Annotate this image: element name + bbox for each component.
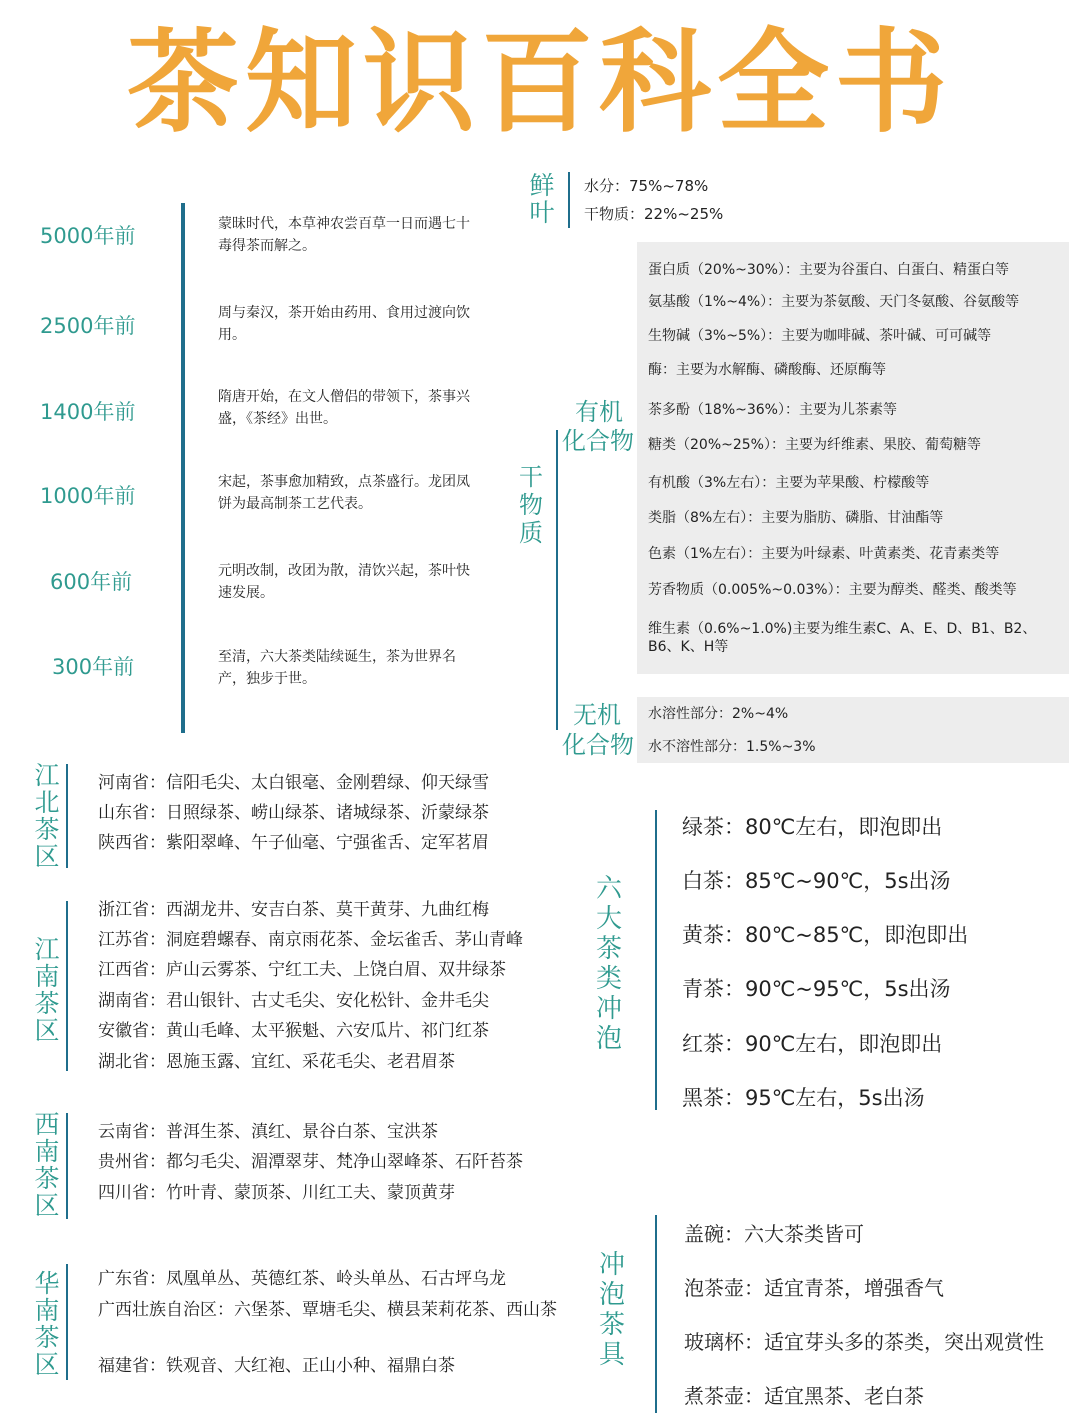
history-era: 2500年前: [40, 314, 136, 338]
region-label: 西南茶区: [34, 1110, 60, 1220]
teaware-item: 煮茶壶：适宜黑茶、老白茶: [684, 1384, 924, 1408]
region-item: 湖南省：君山银针、古丈毛尖、安化松针、金井毛尖: [98, 991, 489, 1011]
history-text: 宋起，茶事愈加精致，点茶盛行。龙团凤饼为最高制茶工艺代表。: [218, 474, 470, 512]
history-era: 1000年前: [40, 484, 136, 508]
organic-item: 氨基酸（1%~4%）：主要为茶氨酸、天门冬氨酸、谷氨酸等: [648, 294, 1020, 310]
fresh-leaf-bar: [568, 172, 570, 228]
region-item: 湖北省：恩施玉露、宜红、采花毛尖、老君眉茶: [98, 1052, 455, 1072]
region-bar: [66, 1113, 68, 1219]
region-item: 福建省：铁观音、大红袍、正山小种、福鼎白茶: [98, 1356, 455, 1376]
brewing-item: 白茶：85℃~90℃，5s出汤: [682, 869, 951, 893]
inorganic-label-line1: 无机: [573, 701, 621, 729]
region-item: 安徽省：黄山毛峰、太平猴魁、六安瓜片、祁门红茶: [98, 1021, 489, 1041]
dry-matter-label: 干物质: [519, 463, 543, 547]
region-bar: [66, 901, 68, 1071]
region-item: 广东省：凤凰单丛、英德红茶、岭头单丛、石古坪乌龙: [98, 1269, 506, 1289]
region-bar: [66, 1264, 68, 1380]
history-era: 300年前: [52, 655, 135, 679]
history-era: 600年前: [50, 570, 133, 594]
brewing-label: 六大茶类冲泡: [595, 874, 622, 1054]
history-text: 蒙昧时代，本草神农尝百草一日而遇七十毒得茶而解之。: [218, 216, 470, 254]
brewing-bar: [655, 810, 657, 1110]
organic-item: 维生素（0.6%~1.0%)主要为维生素C、A、E、D、B1、B2、B6、K、H等: [648, 621, 1037, 655]
inorganic-item: 水溶性部分：2%~4%: [648, 706, 789, 722]
organic-item: 酶：主要为水解酶、磷酸酶、还原酶等: [648, 362, 886, 378]
teaware-bar: [655, 1215, 657, 1413]
region-label: 江南茶区: [34, 935, 60, 1045]
region-bar: [66, 764, 68, 868]
region-item: 陕西省：紫阳翠峰、午子仙毫、宁强雀舌、定军茗眉: [98, 833, 489, 853]
region-item: 云南省：普洱生茶、滇红、景谷白茶、宝洪茶: [98, 1122, 438, 1142]
organic-item: 蛋白质（20%~30%）：主要为谷蛋白、白蛋白、精蛋白等: [648, 262, 1009, 278]
teaware-item: 玻璃杯：适宜芽头多的茶类，突出观赏性: [684, 1330, 1044, 1354]
region-item: 贵州省：都匀毛尖、湄潭翠芽、梵净山翠峰茶、石阡苔茶: [98, 1152, 523, 1172]
inorganic-item: 水不溶性部分：1.5%~3%: [648, 739, 816, 755]
organic-label-line1: 有机: [575, 398, 623, 426]
history-text: 周与秦汉，茶开始由药用、食用过渡向饮用。: [218, 305, 470, 343]
history-text: 隋唐开始，在文人僧侣的带领下，茶事兴盛，《茶经》出世。: [218, 389, 470, 427]
region-item: 河南省：信阳毛尖、太白银毫、金刚碧绿、仰天绿雪: [98, 773, 489, 793]
history-era: 5000年前: [40, 224, 136, 248]
brewing-item: 红茶：90℃左右，即泡即出: [682, 1032, 943, 1056]
fresh-item: 干物质：22%~25%: [584, 205, 724, 223]
brewing-item: 黄茶：80℃~85℃，即泡即出: [682, 923, 969, 947]
inorganic-label-line2: 化合物: [562, 731, 634, 759]
region-label: 江北茶区: [34, 761, 60, 871]
region-item: 江苏省：洞庭碧螺春、南京雨花茶、金坛雀舌、茅山青峰: [98, 930, 523, 950]
fresh-item: 水分：75%~78%: [584, 177, 709, 195]
organic-item: 色素（1%左右）：主要为叶绿素、叶黄素类、花青素类等: [648, 546, 1000, 562]
fresh-leaf-label: 鲜叶: [529, 171, 555, 227]
history-era: 1400年前: [40, 400, 136, 424]
organic-bar: [556, 430, 558, 730]
region-item: 山东省：日照绿茶、崂山绿茶、诸城绿茶、沂蒙绿茶: [98, 803, 489, 823]
organic-item: 有机酸（3%左右）：主要为苹果酸、柠檬酸等: [648, 475, 930, 491]
history-text: 至清，六大茶类陆续诞生，茶为世界名产，独步于世。: [218, 649, 456, 687]
page-title: 茶知识百科全书: [127, 18, 953, 148]
history-text: 元明改制，改团为散，清饮兴起，茶叶快速发展。: [218, 563, 470, 601]
organic-item: 类脂（8%左右）：主要为脂肪、磷脂、甘油酯等: [648, 510, 944, 526]
organic-item: 生物碱（3%~5%）：主要为咖啡碱、茶叶碱、可可碱等: [648, 328, 992, 344]
organic-label-line2: 化合物: [562, 427, 634, 455]
organic-item: 芳香物质（0.005%~0.03%）：主要为醇类、醛类、酸类等: [648, 582, 1017, 598]
region-item: 四川省：竹叶青、蒙顶茶、川红工夫、蒙顶黄芽: [98, 1183, 455, 1203]
teaware-item: 泡茶壶：适宜青茶，增强香气: [684, 1276, 944, 1300]
region-item: 浙江省：西湖龙井、安吉白茶、莫干黄芽、九曲红梅: [98, 900, 489, 920]
brewing-item: 黑茶：95℃左右，5s出汤: [682, 1086, 925, 1110]
teaware-label: 冲泡茶具: [598, 1250, 625, 1370]
organic-item: 茶多酚（18%~36%）：主要为儿茶素等: [648, 402, 897, 418]
region-label: 华南茶区: [34, 1269, 60, 1379]
brewing-item: 绿茶：80℃左右，即泡即出: [682, 815, 943, 839]
teaware-item: 盖碗：六大茶类皆可: [684, 1222, 864, 1246]
brewing-item: 青茶：90℃~95℃，5s出汤: [682, 977, 951, 1001]
region-item: 广西壮族自治区：六堡茶、覃塘毛尖、横县茉莉花茶、西山茶: [98, 1300, 557, 1320]
region-item: 江西省：庐山云雾茶、宁红工夫、上饶白眉、双井绿茶: [98, 960, 506, 980]
organic-item: 糖类（20%~25%）：主要为纤维素、果胶、葡萄糖等: [648, 437, 981, 453]
